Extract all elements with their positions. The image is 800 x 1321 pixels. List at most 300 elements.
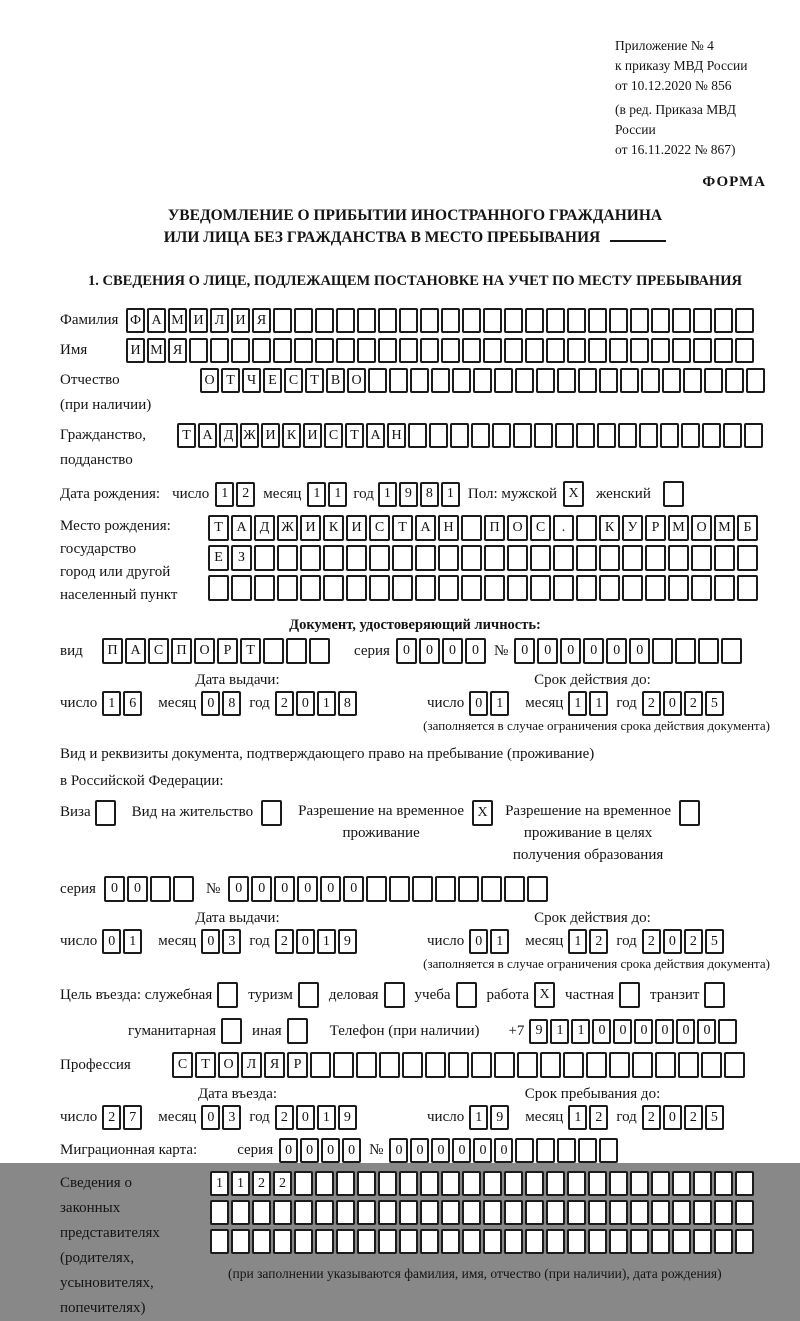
form-cell bbox=[333, 1052, 354, 1078]
stay-day-label: число bbox=[427, 1109, 465, 1125]
form-cell: 1 bbox=[215, 482, 234, 507]
form-cell bbox=[525, 338, 544, 363]
form-cell: В bbox=[326, 368, 345, 393]
form-cell: 0 bbox=[676, 1019, 695, 1044]
form-cell: 1 bbox=[378, 482, 397, 507]
form-cell bbox=[652, 638, 673, 664]
form-cell bbox=[567, 1229, 586, 1254]
form-cell: Т bbox=[240, 638, 261, 664]
form-cell bbox=[431, 368, 450, 393]
form-cell: С bbox=[172, 1052, 193, 1078]
form-cell: Я bbox=[264, 1052, 285, 1078]
form-cell bbox=[567, 1200, 586, 1225]
form-cell bbox=[420, 1171, 439, 1196]
form-cell bbox=[714, 338, 733, 363]
form-cell bbox=[597, 423, 616, 448]
form-cell: 2 bbox=[275, 929, 294, 954]
form-cell bbox=[392, 545, 413, 571]
form-cell bbox=[252, 1229, 271, 1254]
form-cell bbox=[366, 876, 387, 902]
purpose-study-checkbox bbox=[456, 982, 477, 1008]
form-cell bbox=[415, 545, 436, 571]
form-cell: Л bbox=[210, 308, 229, 333]
form-cell bbox=[672, 1200, 691, 1225]
birthplace-cells-row3 bbox=[208, 575, 758, 601]
doc-issue-month-cells bbox=[201, 691, 241, 716]
form-cell bbox=[714, 575, 735, 601]
form-cell bbox=[263, 638, 284, 664]
form-cell bbox=[408, 423, 427, 448]
form-cell bbox=[378, 1171, 397, 1196]
representatives-cells-row1 bbox=[210, 1171, 754, 1196]
name-label: Имя bbox=[60, 342, 88, 358]
form-cell bbox=[287, 1018, 308, 1044]
form-cell: 1 bbox=[490, 691, 509, 716]
form-cell: Д bbox=[254, 515, 275, 541]
form-cell: 0 bbox=[279, 1138, 298, 1163]
form-cell bbox=[441, 1171, 460, 1196]
profession-label: Профессия bbox=[60, 1056, 131, 1073]
form-cell: Т bbox=[221, 368, 240, 393]
form-cell: Т bbox=[177, 423, 196, 448]
form-cell bbox=[483, 1200, 502, 1225]
form-cell: 0 bbox=[583, 638, 604, 664]
doc-issue-month-label: месяц bbox=[158, 695, 197, 711]
annex-line-2: к приказу МВД России bbox=[615, 58, 748, 73]
form-cell bbox=[415, 575, 436, 601]
migration-card-label: Миграционная карта: bbox=[60, 1142, 198, 1158]
form-cell bbox=[744, 423, 763, 448]
form-cell bbox=[536, 1138, 555, 1163]
form-cell bbox=[630, 1171, 649, 1196]
form-cell bbox=[714, 1200, 733, 1225]
form-cell bbox=[369, 545, 390, 571]
representatives-cells-row3 bbox=[210, 1229, 754, 1254]
form-cell: 0 bbox=[560, 638, 581, 664]
form-cell: Д bbox=[219, 423, 238, 448]
annex-line-3: от 10.12.2020 № 856 bbox=[615, 78, 732, 93]
form-cell bbox=[378, 1200, 397, 1225]
form-title bbox=[60, 205, 770, 249]
form-cell bbox=[735, 308, 754, 333]
form-cell bbox=[530, 545, 551, 571]
form-cell bbox=[461, 515, 482, 541]
form-cell bbox=[660, 423, 679, 448]
form-cell bbox=[735, 1229, 754, 1254]
form-cell bbox=[622, 545, 643, 571]
mig-series-cells bbox=[279, 1138, 361, 1163]
form-cell: 0 bbox=[342, 1138, 361, 1163]
form-cell: Р bbox=[217, 638, 238, 664]
form-cell bbox=[438, 575, 459, 601]
form-cell: 0 bbox=[663, 691, 682, 716]
permit-exp-month-label: месяц bbox=[525, 933, 564, 949]
form-cell: 0 bbox=[655, 1019, 674, 1044]
form-cell bbox=[698, 638, 719, 664]
purpose-business-checkbox bbox=[384, 982, 405, 1008]
form-cell bbox=[513, 423, 532, 448]
doc-exp-month-cells bbox=[568, 691, 608, 716]
form-cell bbox=[189, 338, 208, 363]
form-cell: С bbox=[324, 423, 343, 448]
form-cell: И bbox=[231, 308, 250, 333]
doc-exp-month-label: месяц bbox=[525, 695, 564, 711]
form-cell: Р bbox=[645, 515, 666, 541]
form-cell: 0 bbox=[537, 638, 558, 664]
form-cell: 0 bbox=[127, 876, 148, 902]
form-cell: 1 bbox=[210, 1171, 229, 1196]
permit-exp-day-label: число bbox=[427, 933, 465, 949]
birthplace-label-line3: город или другой bbox=[60, 564, 171, 580]
patronymic-label-line2: (при наличии) bbox=[60, 397, 152, 413]
form-cell bbox=[346, 575, 367, 601]
form-cell bbox=[483, 1229, 502, 1254]
form-cell: 0 bbox=[296, 691, 315, 716]
form-cell: О bbox=[218, 1052, 239, 1078]
form-cell bbox=[379, 1052, 400, 1078]
form-cell bbox=[425, 1052, 446, 1078]
form-cell bbox=[357, 338, 376, 363]
form-cell: 1 bbox=[568, 691, 587, 716]
form-cell bbox=[150, 876, 171, 902]
form-cell bbox=[507, 575, 528, 601]
form-cell bbox=[300, 575, 321, 601]
form-cell bbox=[714, 1171, 733, 1196]
form-cell: 0 bbox=[634, 1019, 653, 1044]
permit-series-cells bbox=[104, 876, 194, 902]
birth-day-label: число bbox=[172, 485, 210, 502]
form-cell bbox=[546, 1200, 565, 1225]
form-cell bbox=[557, 368, 576, 393]
form-cell bbox=[639, 423, 658, 448]
form-cell bbox=[536, 368, 555, 393]
doc-kind-cells bbox=[102, 638, 330, 664]
form-cell bbox=[609, 1052, 630, 1078]
form-cell bbox=[277, 575, 298, 601]
form-cell: С bbox=[148, 638, 169, 664]
birthplace-label bbox=[60, 515, 208, 607]
form-cell: 6 bbox=[123, 691, 142, 716]
form-cell: 0 bbox=[469, 691, 488, 716]
form-cell: О bbox=[194, 638, 215, 664]
form-cell bbox=[693, 1171, 712, 1196]
form-cell bbox=[630, 1229, 649, 1254]
form-cell bbox=[588, 1229, 607, 1254]
form-cell bbox=[95, 800, 116, 826]
form-cell: 0 bbox=[228, 876, 249, 902]
form-cell bbox=[504, 1171, 523, 1196]
form-cell: 0 bbox=[697, 1019, 716, 1044]
form-cell bbox=[420, 1200, 439, 1225]
form-cell bbox=[357, 1229, 376, 1254]
form-cell: М bbox=[668, 515, 689, 541]
form-cell bbox=[645, 575, 666, 601]
form-cell: 0 bbox=[613, 1019, 632, 1044]
permit-exp-year-label: год bbox=[616, 933, 637, 949]
form-cell: 0 bbox=[396, 638, 417, 664]
profession-cells bbox=[172, 1052, 745, 1078]
temp-permit-label-line1: Разрешение на временное bbox=[298, 803, 465, 819]
form-cell bbox=[441, 308, 460, 333]
form-cell: С bbox=[284, 368, 303, 393]
form-cell bbox=[484, 545, 505, 571]
form-cell: О bbox=[347, 368, 366, 393]
form-cell bbox=[483, 308, 502, 333]
form-cell bbox=[252, 1200, 271, 1225]
form-cell: 0 bbox=[201, 691, 220, 716]
form-cell bbox=[410, 368, 429, 393]
form-cell bbox=[576, 545, 597, 571]
sex-female-label: женский bbox=[596, 485, 651, 502]
form-cell bbox=[735, 338, 754, 363]
residence-permit-label: Вид на жительство bbox=[131, 804, 254, 820]
form-cell bbox=[494, 368, 513, 393]
form-cell bbox=[701, 1052, 722, 1078]
form-cell bbox=[675, 638, 696, 664]
representatives-label-line4: (родителях, bbox=[60, 1250, 135, 1266]
form-cell bbox=[389, 876, 410, 902]
form-cell: М bbox=[714, 515, 735, 541]
birth-month-label: месяц bbox=[263, 485, 302, 502]
sex-male-checkbox bbox=[563, 481, 584, 507]
form-cell: Е bbox=[208, 545, 229, 571]
form-cell bbox=[534, 423, 553, 448]
form-cell bbox=[609, 308, 628, 333]
form-cell bbox=[346, 545, 367, 571]
permit-text-line2: в Российской Федерации: bbox=[60, 773, 224, 789]
form-cell bbox=[420, 308, 439, 333]
form-cell: 0 bbox=[410, 1138, 429, 1163]
form-cell bbox=[399, 1171, 418, 1196]
form-cell bbox=[663, 481, 684, 507]
form-cell: X bbox=[563, 481, 584, 507]
form-cell: 0 bbox=[104, 876, 125, 902]
form-cell: Н bbox=[387, 423, 406, 448]
birth-year-cells bbox=[378, 482, 460, 507]
birthplace-label-line4: населенный пункт bbox=[60, 587, 178, 603]
form-cell bbox=[504, 1229, 523, 1254]
form-cell bbox=[369, 575, 390, 601]
form-cell bbox=[492, 423, 511, 448]
form-cell: 2 bbox=[642, 929, 661, 954]
form-cell: Б bbox=[737, 515, 758, 541]
form-cell: 8 bbox=[420, 482, 439, 507]
form-cell: 0 bbox=[320, 876, 341, 902]
purpose-humanitarian-checkbox bbox=[221, 1018, 242, 1044]
form-cell bbox=[737, 545, 758, 571]
form-cell bbox=[725, 368, 744, 393]
form-cell bbox=[668, 575, 689, 601]
form-cell: 0 bbox=[494, 1138, 513, 1163]
form-cell bbox=[315, 1229, 334, 1254]
permit-issue-month-label: месяц bbox=[158, 933, 197, 949]
permit-issue-year-cells bbox=[275, 929, 357, 954]
purpose-work-label: работа bbox=[486, 986, 530, 1003]
form-cell bbox=[378, 308, 397, 333]
form-cell bbox=[693, 308, 712, 333]
temp-permit-edu-item bbox=[505, 800, 700, 866]
form-cell bbox=[461, 545, 482, 571]
form-cell bbox=[619, 982, 640, 1008]
form-cell bbox=[714, 308, 733, 333]
form-cell bbox=[462, 308, 481, 333]
form-cell bbox=[309, 638, 330, 664]
form-cell: 9 bbox=[338, 1105, 357, 1130]
form-cell: 0 bbox=[663, 929, 682, 954]
form-cell bbox=[399, 1229, 418, 1254]
form-cell: 1 bbox=[317, 691, 336, 716]
form-cell bbox=[746, 368, 765, 393]
doc-issue-year-cells bbox=[275, 691, 357, 716]
phone-prefix: +7 bbox=[508, 1022, 525, 1039]
form-cell bbox=[567, 1171, 586, 1196]
purpose-official-label: Цель въезда: служебная bbox=[60, 986, 213, 1003]
form-cell: 0 bbox=[296, 929, 315, 954]
form-cell bbox=[576, 575, 597, 601]
form-cell bbox=[399, 1200, 418, 1225]
form-cell: 1 bbox=[568, 1105, 587, 1130]
form-cell bbox=[458, 876, 479, 902]
form-cell bbox=[555, 423, 574, 448]
permit-issue-month-cells bbox=[201, 929, 241, 954]
annex-line-1: Приложение № 4 bbox=[615, 38, 714, 53]
form-cell bbox=[484, 575, 505, 601]
sex-female-checkbox bbox=[663, 481, 684, 507]
form-cell: М bbox=[147, 338, 166, 363]
representatives-label-line6: попечителях) bbox=[60, 1300, 146, 1316]
form-cell: 1 bbox=[568, 929, 587, 954]
permit-issue-heading: Дата выдачи: bbox=[195, 910, 280, 926]
form-cell bbox=[525, 1171, 544, 1196]
temp-permit-edu-label-line2: проживание в целях bbox=[523, 825, 653, 841]
form-cell: 2 bbox=[642, 691, 661, 716]
form-cell bbox=[357, 1200, 376, 1225]
form-cell bbox=[300, 545, 321, 571]
form-cell: 0 bbox=[297, 876, 318, 902]
permit-issue-day-cells bbox=[102, 929, 142, 954]
form-cell bbox=[672, 1229, 691, 1254]
doc-series-label: серия bbox=[354, 642, 390, 659]
form-cell bbox=[530, 575, 551, 601]
form-cell: 0 bbox=[606, 638, 627, 664]
form-cell: 0 bbox=[102, 929, 121, 954]
form-cell bbox=[378, 1229, 397, 1254]
form-cell bbox=[681, 423, 700, 448]
form-cell bbox=[724, 1052, 745, 1078]
form-cell bbox=[576, 423, 595, 448]
form-cell bbox=[438, 545, 459, 571]
form-cell bbox=[683, 368, 702, 393]
form-cell: . bbox=[553, 515, 574, 541]
form-cell bbox=[563, 1052, 584, 1078]
form-cell bbox=[294, 1171, 313, 1196]
form-cell: 9 bbox=[338, 929, 357, 954]
form-cell: Т bbox=[208, 515, 229, 541]
temp-permit-checkbox bbox=[472, 800, 493, 826]
doc-number-cells bbox=[514, 638, 742, 664]
form-cell bbox=[252, 338, 271, 363]
title-blank-underline bbox=[610, 240, 666, 242]
form-cell: 2 bbox=[589, 1105, 608, 1130]
form-cell bbox=[315, 308, 334, 333]
form-cell: 9 bbox=[529, 1019, 548, 1044]
form-cell: 2 bbox=[642, 1105, 661, 1130]
temp-permit-edu-label-line1: Разрешение на временное bbox=[505, 803, 672, 819]
form-cell bbox=[630, 338, 649, 363]
form-cell bbox=[507, 545, 528, 571]
annex-note-1: (в ред. Приказа МВД России bbox=[615, 102, 736, 137]
form-cell: 0 bbox=[389, 1138, 408, 1163]
form-cell: И bbox=[346, 515, 367, 541]
form-cell bbox=[420, 338, 439, 363]
form-cell: П bbox=[484, 515, 505, 541]
form-cell bbox=[231, 1200, 250, 1225]
form-cell: 0 bbox=[201, 1105, 220, 1130]
entry-month-cells bbox=[201, 1105, 241, 1130]
form-cell bbox=[693, 338, 712, 363]
form-cell bbox=[450, 423, 469, 448]
annex-block bbox=[615, 36, 770, 160]
doc-exp-year-cells bbox=[642, 691, 724, 716]
form-cell: 0 bbox=[442, 638, 463, 664]
form-cell bbox=[691, 545, 712, 571]
form-cell bbox=[735, 1171, 754, 1196]
form-cell: Я bbox=[168, 338, 187, 363]
form-cell: М bbox=[168, 308, 187, 333]
temp-permit-edu-label-line3: получения образования bbox=[512, 847, 664, 863]
form-cell bbox=[630, 308, 649, 333]
stay-year-cells bbox=[642, 1105, 724, 1130]
patronymic-label bbox=[60, 368, 200, 418]
form-cell bbox=[378, 338, 397, 363]
surname-cells bbox=[126, 308, 754, 333]
purpose-humanitarian-label: гуманитарная bbox=[128, 1022, 217, 1039]
form-cell bbox=[336, 338, 355, 363]
form-cell: 5 bbox=[705, 929, 724, 954]
permit-text-line1: Вид и реквизиты документа, подтверждающего право на пребывание (проживание) bbox=[60, 746, 595, 762]
form-cell: К bbox=[323, 515, 344, 541]
stay-year-label: год bbox=[616, 1109, 637, 1125]
form-cell bbox=[471, 423, 490, 448]
form-cell: Т bbox=[195, 1052, 216, 1078]
citizenship-label-line2: подданство bbox=[60, 452, 133, 468]
form-cell bbox=[412, 876, 433, 902]
form-cell: 0 bbox=[419, 638, 440, 664]
form-cell bbox=[483, 338, 502, 363]
form-cell: 1 bbox=[317, 1105, 336, 1130]
form-cell bbox=[662, 368, 681, 393]
form-cell bbox=[294, 1229, 313, 1254]
form-cell: П bbox=[171, 638, 192, 664]
citizenship-label-line1: Гражданство, bbox=[60, 427, 147, 443]
purpose-study-label: учеба bbox=[414, 986, 451, 1003]
form-cell: П bbox=[102, 638, 123, 664]
form-cell bbox=[609, 1200, 628, 1225]
form-cell: Ч bbox=[242, 368, 261, 393]
form-cell bbox=[515, 1138, 534, 1163]
form-cell: 1 bbox=[317, 929, 336, 954]
representatives-note: (при заполнении указываются фамилия, имя, отчество (при наличии), дата рождения) bbox=[228, 1266, 722, 1281]
doc-validity-note: (заполняется в случае ограничения срока действия документа) bbox=[423, 718, 770, 733]
form-cell bbox=[273, 1200, 292, 1225]
form-cell: Я bbox=[252, 308, 271, 333]
doc-kind-label: вид bbox=[60, 642, 83, 659]
form-cell bbox=[668, 545, 689, 571]
form-cell: И bbox=[300, 515, 321, 541]
form-cell bbox=[399, 308, 418, 333]
form-cell: К bbox=[282, 423, 301, 448]
form-cell: 9 bbox=[399, 482, 418, 507]
